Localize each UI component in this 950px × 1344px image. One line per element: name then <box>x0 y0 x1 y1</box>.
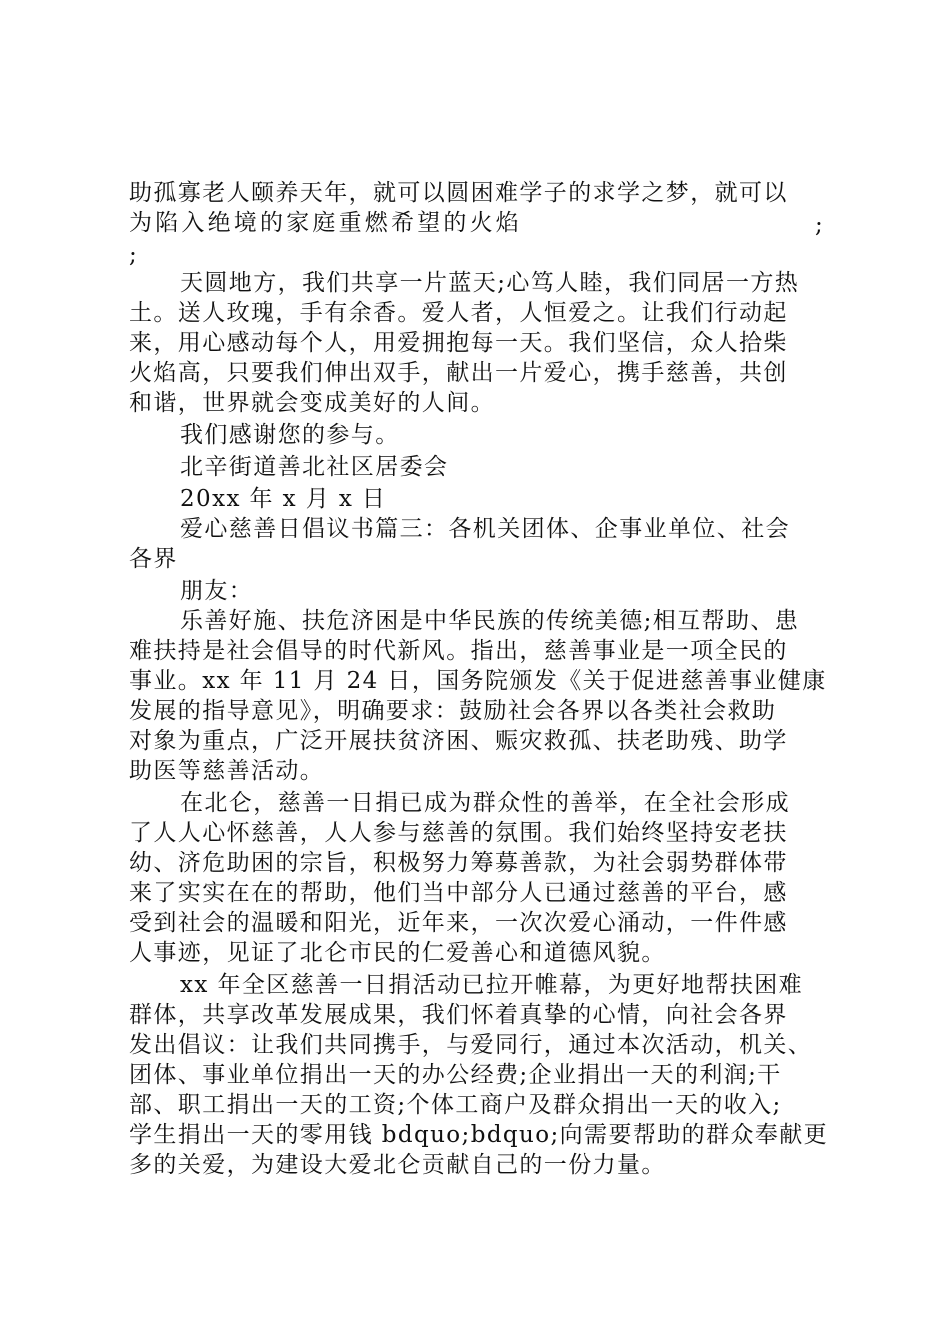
section-heading: 爱心慈善日倡议书篇三：各机关团体、企事业单位、社会 <box>180 516 790 542</box>
signature-organization: 北辛街道善北社区居委会 <box>180 454 449 480</box>
text-line: 各界 <box>129 546 178 572</box>
text-line: 火焰高，只要我们伸出双手，献出一片爱心，携手慈善，共创 <box>129 360 788 386</box>
text-line: 助孤寡老人颐养天年，就可以圆困难学子的求学之梦，就可以 <box>129 180 788 206</box>
text-line: 来了实实在在的帮助，他们当中部分人已通过慈善的平台，感 <box>129 880 788 906</box>
text-line: 受到社会的温暖和阳光，近年来，一次次爱心涌动，一件件感 <box>129 910 788 936</box>
text-line: 幼、济危助困的宗旨，积极努力筹募善款，为社会弱势群体带 <box>129 850 788 876</box>
text-line: 为陷入绝境的家庭重燃希望的火焰 <box>129 210 522 236</box>
paragraph-first-line: xx 年全区慈善一日捐活动已拉开帷幕，为更好地帮扶困难 <box>180 972 804 998</box>
text-line: 学生捐出一天的零用钱 bdquo;bdquo;向需要帮助的群众奉献更 <box>129 1122 829 1148</box>
text-line: 土。送人玫瑰，手有余香。爱人者，人恒爱之。让我们行动起 <box>129 300 788 326</box>
text-line: ; <box>129 242 139 268</box>
text-line-tail: ; <box>815 212 823 238</box>
paragraph-first-line: 乐善好施、扶危济困是中华民族的传统美德;相互帮助、患 <box>180 608 800 634</box>
text-line: 助医等慈善活动。 <box>129 758 325 784</box>
text-line: 事业。xx 年 11 月 24 日，国务院颁发《关于促进慈善事业健康 <box>129 668 827 694</box>
text-line: 群体，共享改革发展成果，我们怀着真挚的心情，向社会各界 <box>129 1002 788 1028</box>
paragraph-first-line: 天圆地方，我们共享一片蓝天;心笃人睦，我们同居一方热 <box>180 270 800 296</box>
paragraph-first-line: 在北仑，慈善一日捐已成为群众性的善举，在全社会形成 <box>180 790 790 816</box>
text-line: 多的关爱，为建设大爱北仑贡献自己的一份力量。 <box>129 1152 666 1178</box>
text-line: 发展的指导意见》，明确要求：鼓励社会各界以各类社会救助 <box>129 698 777 724</box>
salutation: 朋友： <box>180 578 254 604</box>
text-line: 来，用心感动每个人，用爱拥抱每一天。我们坚信，众人拾柴 <box>129 330 788 356</box>
closing-thanks: 我们感谢您的参与。 <box>180 422 400 448</box>
text-line: 对象为重点，广泛开展扶贫济困、赈灾救孤、扶老助残、助学 <box>129 728 788 754</box>
text-line: 部、职工捐出一天的工资;个体工商户及群众捐出一天的收入; <box>129 1092 782 1118</box>
text-line: 发出倡议：让我们共同携手，与爱同行，通过本次活动，机关、 <box>129 1032 813 1058</box>
text-line: 了人人心怀慈善，人人参与慈善的氛围。我们始终坚持安老扶 <box>129 820 788 846</box>
text-line: 人事迹，见证了北仑市民的仁爱善心和道德风貌。 <box>129 940 666 966</box>
text-line: 难扶持是社会倡导的时代新风。指出，慈善事业是一项全民的 <box>129 638 788 664</box>
text-line: 和谐，世界就会变成美好的人间。 <box>129 390 495 416</box>
text-line: 团体、事业单位捐出一天的办公经费;企业捐出一天的利润;干 <box>129 1062 782 1088</box>
signature-date: 20xx 年 x 月 x 日 <box>180 486 387 512</box>
